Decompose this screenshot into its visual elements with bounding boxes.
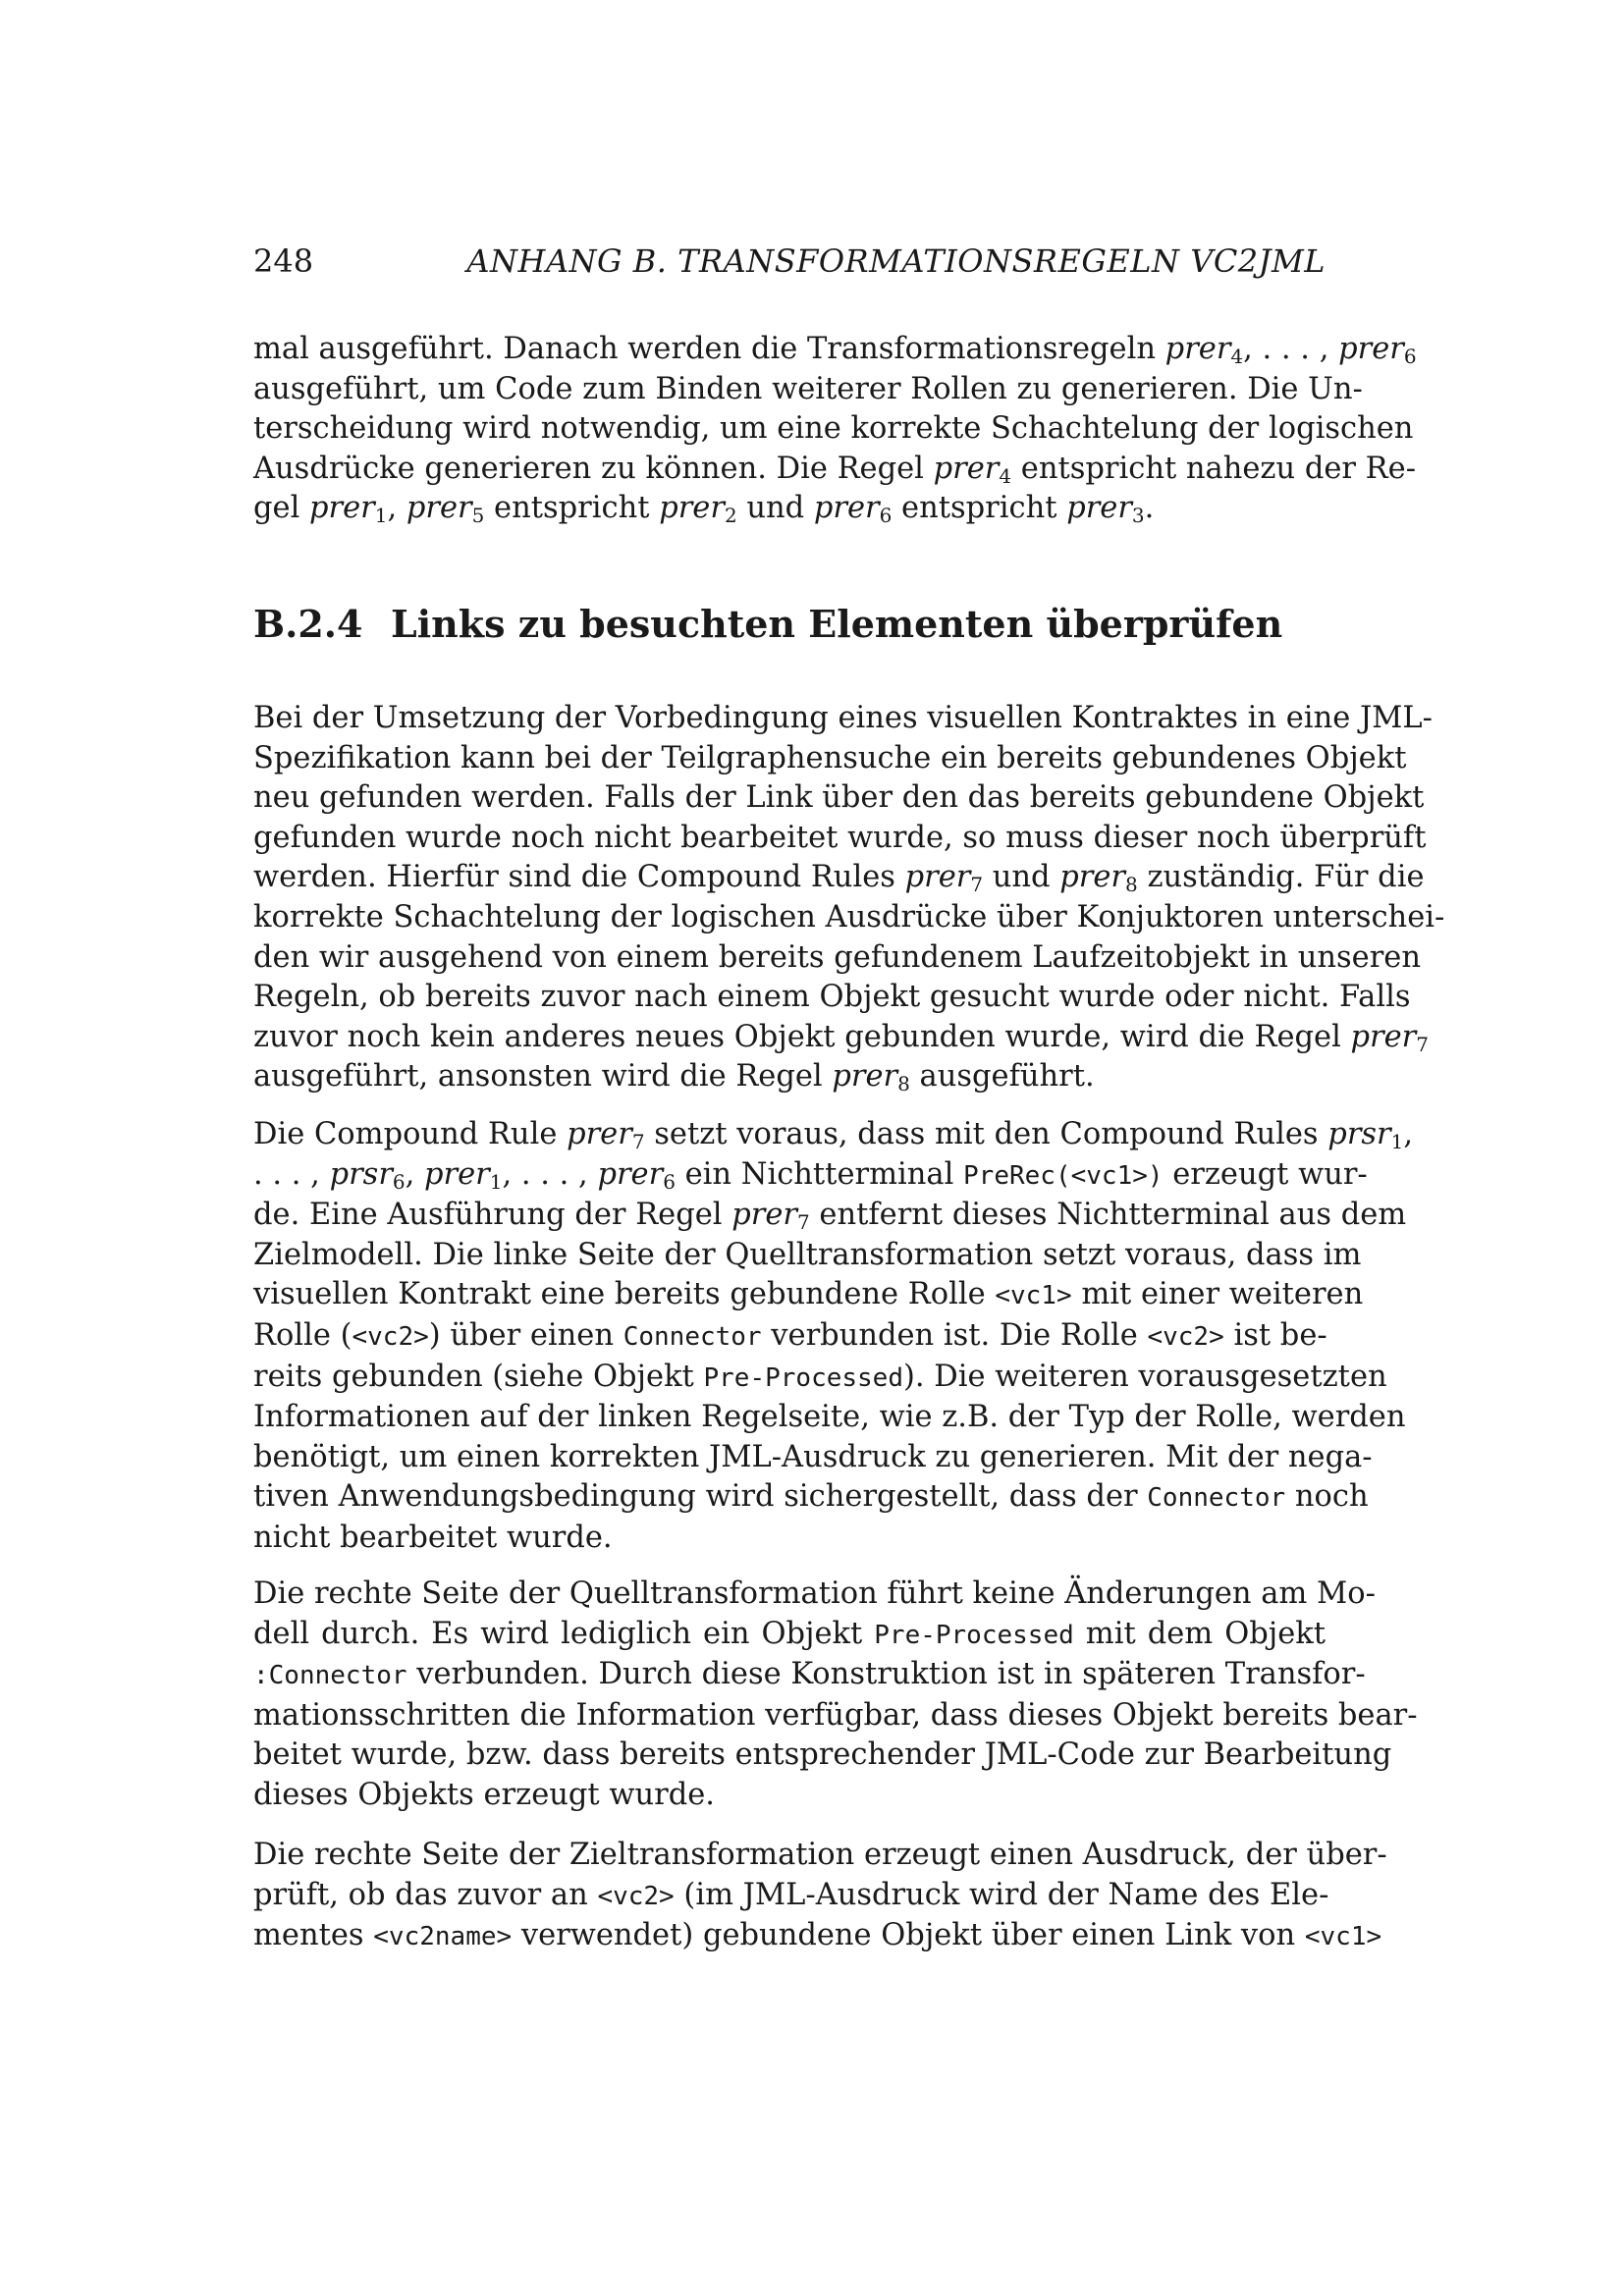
text-line: Die Compound Rule prer$_7$ setzt voraus, dass mit den Compound Rules prsr$_1$, <box>253 1117 1414 1153</box>
text-line: Regeln, ob bereits zuvor nach einem Objekt gesucht wurde oder nicht. Falls <box>253 980 1411 1015</box>
text-line: Informationen auf der linken Regelseite, wie z.B. der Typ der Rolle, werden <box>253 1400 1406 1435</box>
paragraph-2 <box>253 699 1445 1097</box>
running-head <box>253 241 1326 281</box>
text-line: nicht bearbeitet wurde. <box>253 1520 613 1555</box>
text-line: den wir ausgehend von einem bereits gefundenem Laufzeitobjekt in unseren <box>253 939 1421 975</box>
text-line: tiven Anwendungsbedingung wird sichergestellt, dass der Connector noch <box>253 1479 1369 1515</box>
text-line: mentes <vc2name> verwendet) gebundene Objekt über einen Link von <vc1> <box>253 1918 1382 1953</box>
text-line: ausgeführt, ansonsten wird die Regel prer$_8$ ausgeführt. <box>253 1059 1095 1096</box>
text-line: Rolle (<vc2>) über einen Connector verbunden ist. Die Rolle <vc2> ist be- <box>253 1317 1327 1353</box>
paragraph-5 <box>253 1836 1387 1957</box>
text-line: prüft, ob das zuvor an <vc2> (im JML-Ausdruck wird der Name des Ele- <box>253 1877 1329 1912</box>
text-line: de. Eine Ausführung der Regel prer$_7$ entfernt dieses Nichtterminal aus dem <box>253 1198 1407 1235</box>
text-line: mationsschritten die Information verfügbar, dass dieses Objekt bereits bear- <box>253 1697 1418 1733</box>
text-line: mal ausgeführt. Danach werden die Transformationsregeln prer$_4$, . . . , prer$_6$ <box>253 332 1417 368</box>
text-line: werden. Hierfür sind die Compound Rules prer$_7$ und prer$_8$ zuständig. Für die <box>253 860 1425 897</box>
text-line: Die rechte Seite der Quelltransformation führt keine Änderungen am Mo- <box>253 1576 1376 1611</box>
text-line: Zielmodell. Die linke Seite der Quelltransformation setzt voraus, dass im <box>253 1237 1362 1272</box>
paragraph-1 <box>253 330 1417 529</box>
section-number: B.2.4 <box>253 602 363 646</box>
running-title: ANHANG B. TRANSFORMATIONSREGELN VC2JML <box>466 242 1326 280</box>
text-line: zuvor noch kein anderes neues Objekt gebunden wurde, wird die Regel prer$_7$ <box>253 1019 1429 1056</box>
text-line: Die rechte Seite der Zieltransformation erzeugt einen Ausdruck, der über- <box>253 1838 1387 1872</box>
text-line: Spezifikation kann bei der Teilgraphensuche ein bereits gebundenes Objekt <box>253 740 1407 775</box>
text-line: beitet wurde, bzw. dass bereits entsprechender JML-Code zur Bearbeitung <box>253 1737 1392 1773</box>
text-line: terscheidung wird notwendig, um eine korrekte Schachtelung der logischen <box>253 411 1414 447</box>
text-line: :Connector verbunden. Durch diese Konstruktion ist in späteren Transfor- <box>253 1657 1366 1692</box>
paragraph-3 <box>253 1115 1414 1559</box>
text-line: Ausdrücke generieren zu können. Die Regel prer$_4$ entspricht nahezu der Re- <box>253 451 1417 488</box>
text-line: dieses Objekts erzeugt wurde. <box>253 1777 715 1812</box>
section-heading <box>253 601 1326 648</box>
text-line: Bei der Umsetzung der Vorbedingung eines visuellen Kontraktes in eine JML- <box>253 701 1433 735</box>
text-line: korrekte Schachtelung der logischen Ausdrücke über Konjuktoren unterschei- <box>253 899 1445 934</box>
text-line: benötigt, um einen korrekten JML-Ausdruck zu generieren. Mit der nega- <box>253 1439 1373 1474</box>
text-line: visuellen Kontrakt eine bereits gebundene Rolle <vc1> mit einer weiteren <box>253 1277 1364 1312</box>
text-line: gel prer$_1$, prer$_5$ entspricht prer$_2$ und prer$_6$ entspricht prer$_3$. <box>253 491 1155 528</box>
text-line: dell durch. Es wird lediglich ein Objekt Pre-Processed mit dem Objekt <box>253 1616 1326 1651</box>
section-title: Links zu besuchten Elementen überprüfen <box>391 602 1283 646</box>
text-line: gefunden wurde noch nicht bearbeitet wurde, so muss dieser noch überprüft <box>253 820 1427 855</box>
text-line: neu gefunden werden. Falls der Link über den das bereits gebundene Objekt <box>253 780 1425 816</box>
text-line: ausgeführt, um Code zum Binden weiterer Rollen zu generieren. Die Un- <box>253 371 1363 406</box>
text-line: . . . , prsr$_6$, prer$_1$, . . . , prer$_6$ ein Nichtterminal PreRec(<vc1>) erzeugt wur- <box>253 1156 1368 1194</box>
text-line: reits gebunden (siehe Objekt Pre-Processed). Die weiteren vorausgesetzten <box>253 1359 1387 1394</box>
paragraph-4 <box>253 1575 1418 1816</box>
page-number: 248 <box>253 242 314 280</box>
